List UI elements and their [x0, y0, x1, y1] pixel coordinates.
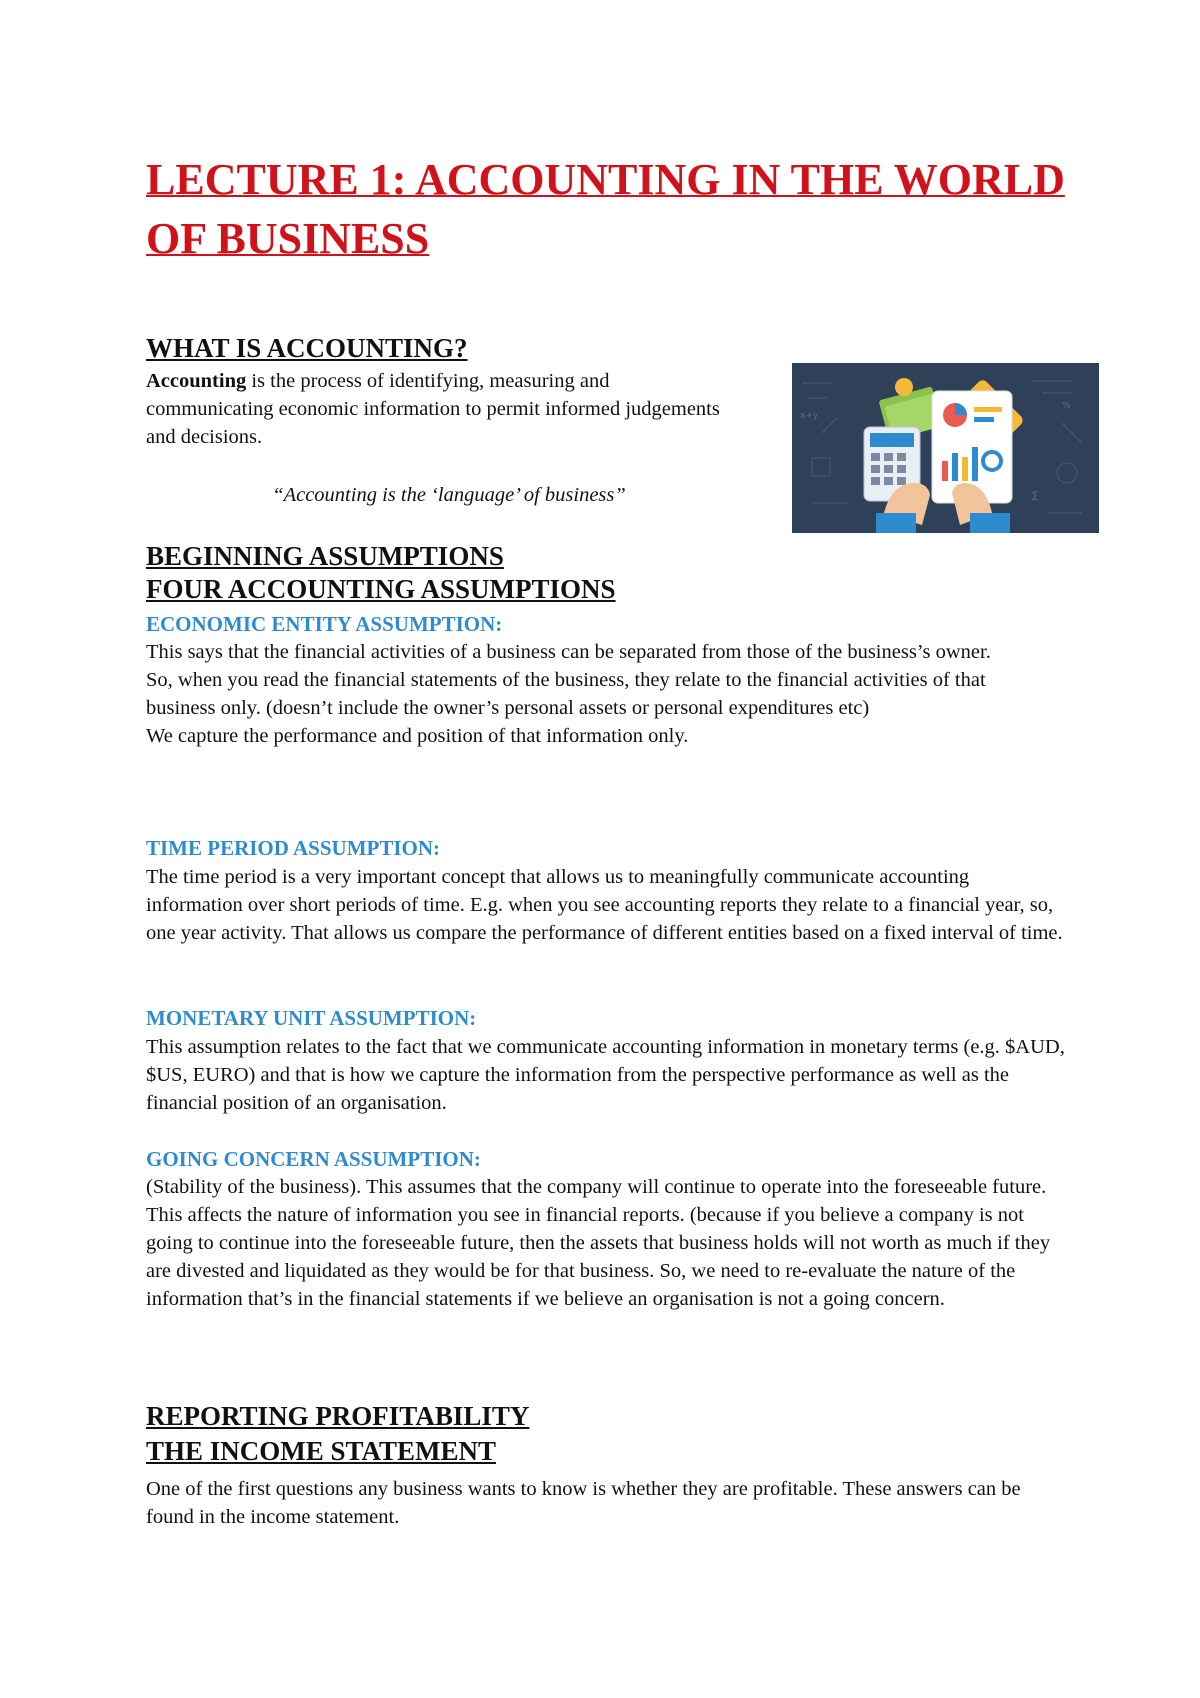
beginning-assumptions-heading: BEGINNING ASSUMPTIONS	[146, 541, 504, 571]
accounting-illustration-icon	[792, 363, 1099, 533]
economic-entity-paragraph: This says that the financial activities of a business can be separated from those of the business’s owner.	[146, 641, 991, 663]
svg-text:x+y: x+y	[800, 411, 819, 421]
economic-entity-paragraph: So, when you read the financial statements of the business, they relate to the financial activities of that business only. (doesn’t include the owner’s personal assets or personal expenditures etc)	[146, 669, 986, 719]
economic-entity-body	[146, 638, 1036, 750]
economic-entity-heading: ECONOMIC ENTITY ASSUMPTION:	[146, 612, 503, 636]
monetary-unit-paragraph: This assumption relates to the fact that we communicate accounting information in monetary terms (e.g. $AUD, $US, EURO) and that is how we capture the information from the perspective performance as well as the financial position of an organisation.	[146, 1036, 1065, 1114]
svg-text:%: %	[1062, 401, 1071, 411]
income-statement-paragraph: One of the first questions any business wants to know is whether they are profitable. These answers can be found in the income statement.	[146, 1478, 1021, 1528]
going-concern-body	[146, 1173, 1061, 1313]
economic-entity-paragraph: We capture the performance and position of that information only.	[146, 725, 689, 747]
accounting-term: Accounting	[146, 370, 247, 392]
income-statement-body	[146, 1475, 1061, 1531]
accounting-definition	[146, 367, 736, 451]
time-period-body	[146, 863, 1066, 947]
lecture-title: LECTURE 1: ACCOUNTING IN THE WORLD OF BUSINESS	[146, 155, 1065, 264]
monetary-unit-body	[146, 1033, 1066, 1117]
time-period-heading: TIME PERIOD ASSUMPTION:	[146, 836, 441, 860]
income-statement-heading: THE INCOME STATEMENT	[146, 1436, 497, 1466]
time-period-paragraph: The time period is a very important concept that allows us to meaningfully communicate accounting information over short periods of time. E.g. when you see accounting reports they relate to a financial year, so, one year activity. That allows us compare the performance of different entities based on a fixed interval of time.	[146, 866, 1063, 944]
going-concern-heading: GOING CONCERN ASSUMPTION:	[146, 1147, 481, 1171]
going-concern-paragraph: (Stability of the business). This assumes that the company will continue to operate into the foreseeable future. This affects the nature of information you see in financial reports. (because if you believe a company is not going to continue into the foreseeable future, then the assets that business holds will not worth as much if they are divested and liquidated as they would be for that business. So, we need to re-evaluate the nature of the information that’s in the financial statements if we believe an organisation is not a going concern.	[146, 1176, 1051, 1310]
what-is-accounting-heading: WHAT IS ACCOUNTING?	[146, 333, 468, 363]
svg-text:∑: ∑	[1032, 491, 1039, 501]
monetary-unit-heading: MONETARY UNIT ASSUMPTION:	[146, 1006, 477, 1030]
accounting-definition-text: is the process of identifying, measuring and communicating economic information to permit informed judgements and decisions.	[146, 370, 720, 448]
language-of-business-quote: “Accounting is the ‘language’ of business”	[272, 484, 626, 506]
four-assumptions-heading: FOUR ACCOUNTING ASSUMPTIONS	[146, 574, 616, 604]
reporting-profitability-heading: REPORTING PROFITABILITY	[146, 1401, 530, 1431]
